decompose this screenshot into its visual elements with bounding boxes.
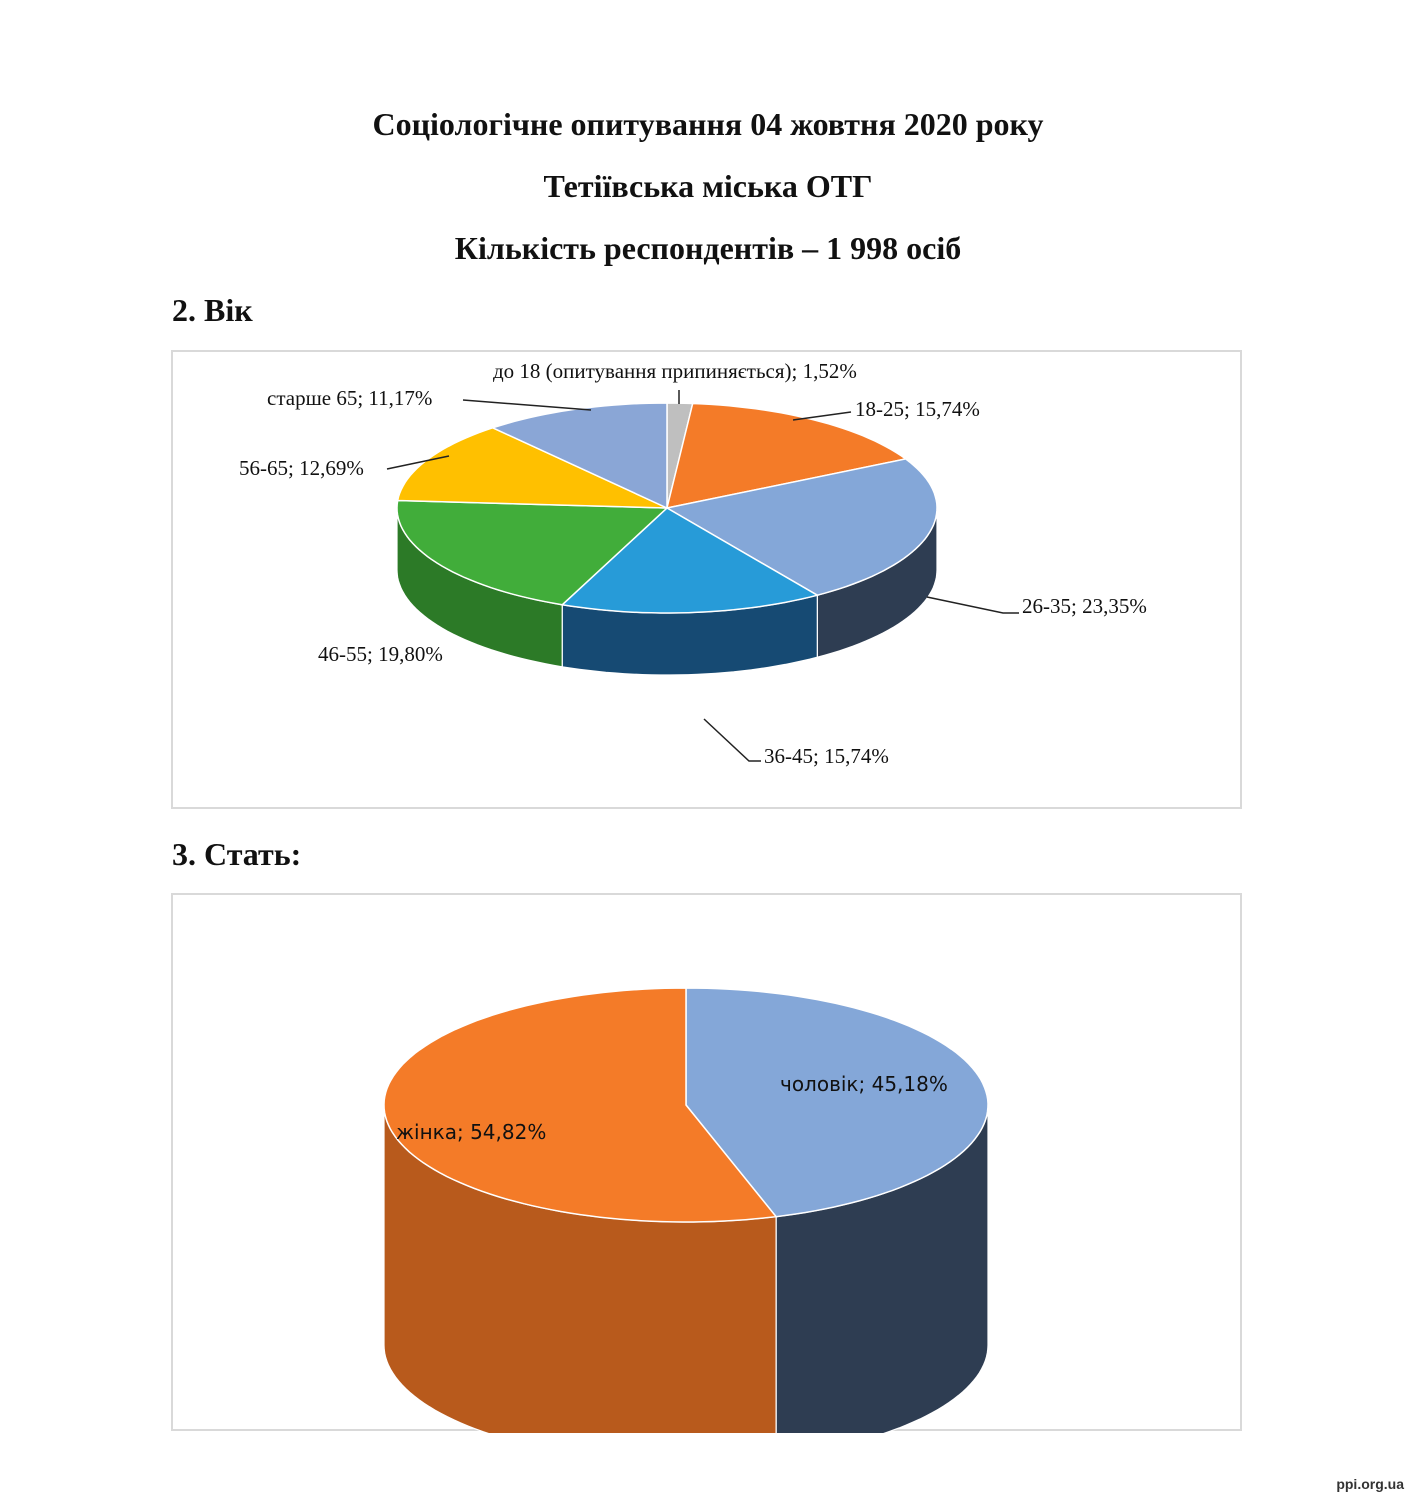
data-label-6: старше 65; 11,17% <box>267 386 433 410</box>
data-label-0: до 18 (опитування припиняється); 1,52% <box>493 359 857 383</box>
respondent-count: Кількість респондентів – 1 998 осіб <box>454 230 962 266</box>
leader-line-2 <box>927 597 1019 613</box>
report-subtitle: Тетіївська міська ОТГ <box>543 168 873 204</box>
pie-top-faces <box>384 988 988 1222</box>
data-label-2: 26-35; 23,35% <box>1022 594 1147 618</box>
data-label-4: 46-55; 19,80% <box>318 642 443 666</box>
watermark: ppi.org.ua <box>1336 1476 1404 1492</box>
leader-line-1 <box>793 412 851 420</box>
data-label-1: жінка; 54,82% <box>396 1120 547 1144</box>
gender-section-heading: 3. Стать: <box>172 836 302 872</box>
gender-pie-chart <box>173 895 1244 1433</box>
gender-chart <box>171 893 1242 1431</box>
data-label-0: чоловік; 45,18% <box>780 1072 948 1096</box>
age-section-heading: 2. Вік <box>172 292 253 328</box>
leader-line-6 <box>463 400 591 410</box>
age-chart <box>171 350 1242 809</box>
pie-top-faces <box>397 403 937 613</box>
age-pie-chart <box>173 352 1244 811</box>
leader-line-3 <box>704 719 761 761</box>
data-label-5: 56-65; 12,69% <box>239 456 364 480</box>
report-title: Соціологічне опитування 04 жовтня 2020 року <box>372 106 1044 142</box>
data-label-1: 18-25; 15,74% <box>855 397 980 421</box>
data-label-3: 36-45; 15,74% <box>764 744 889 768</box>
